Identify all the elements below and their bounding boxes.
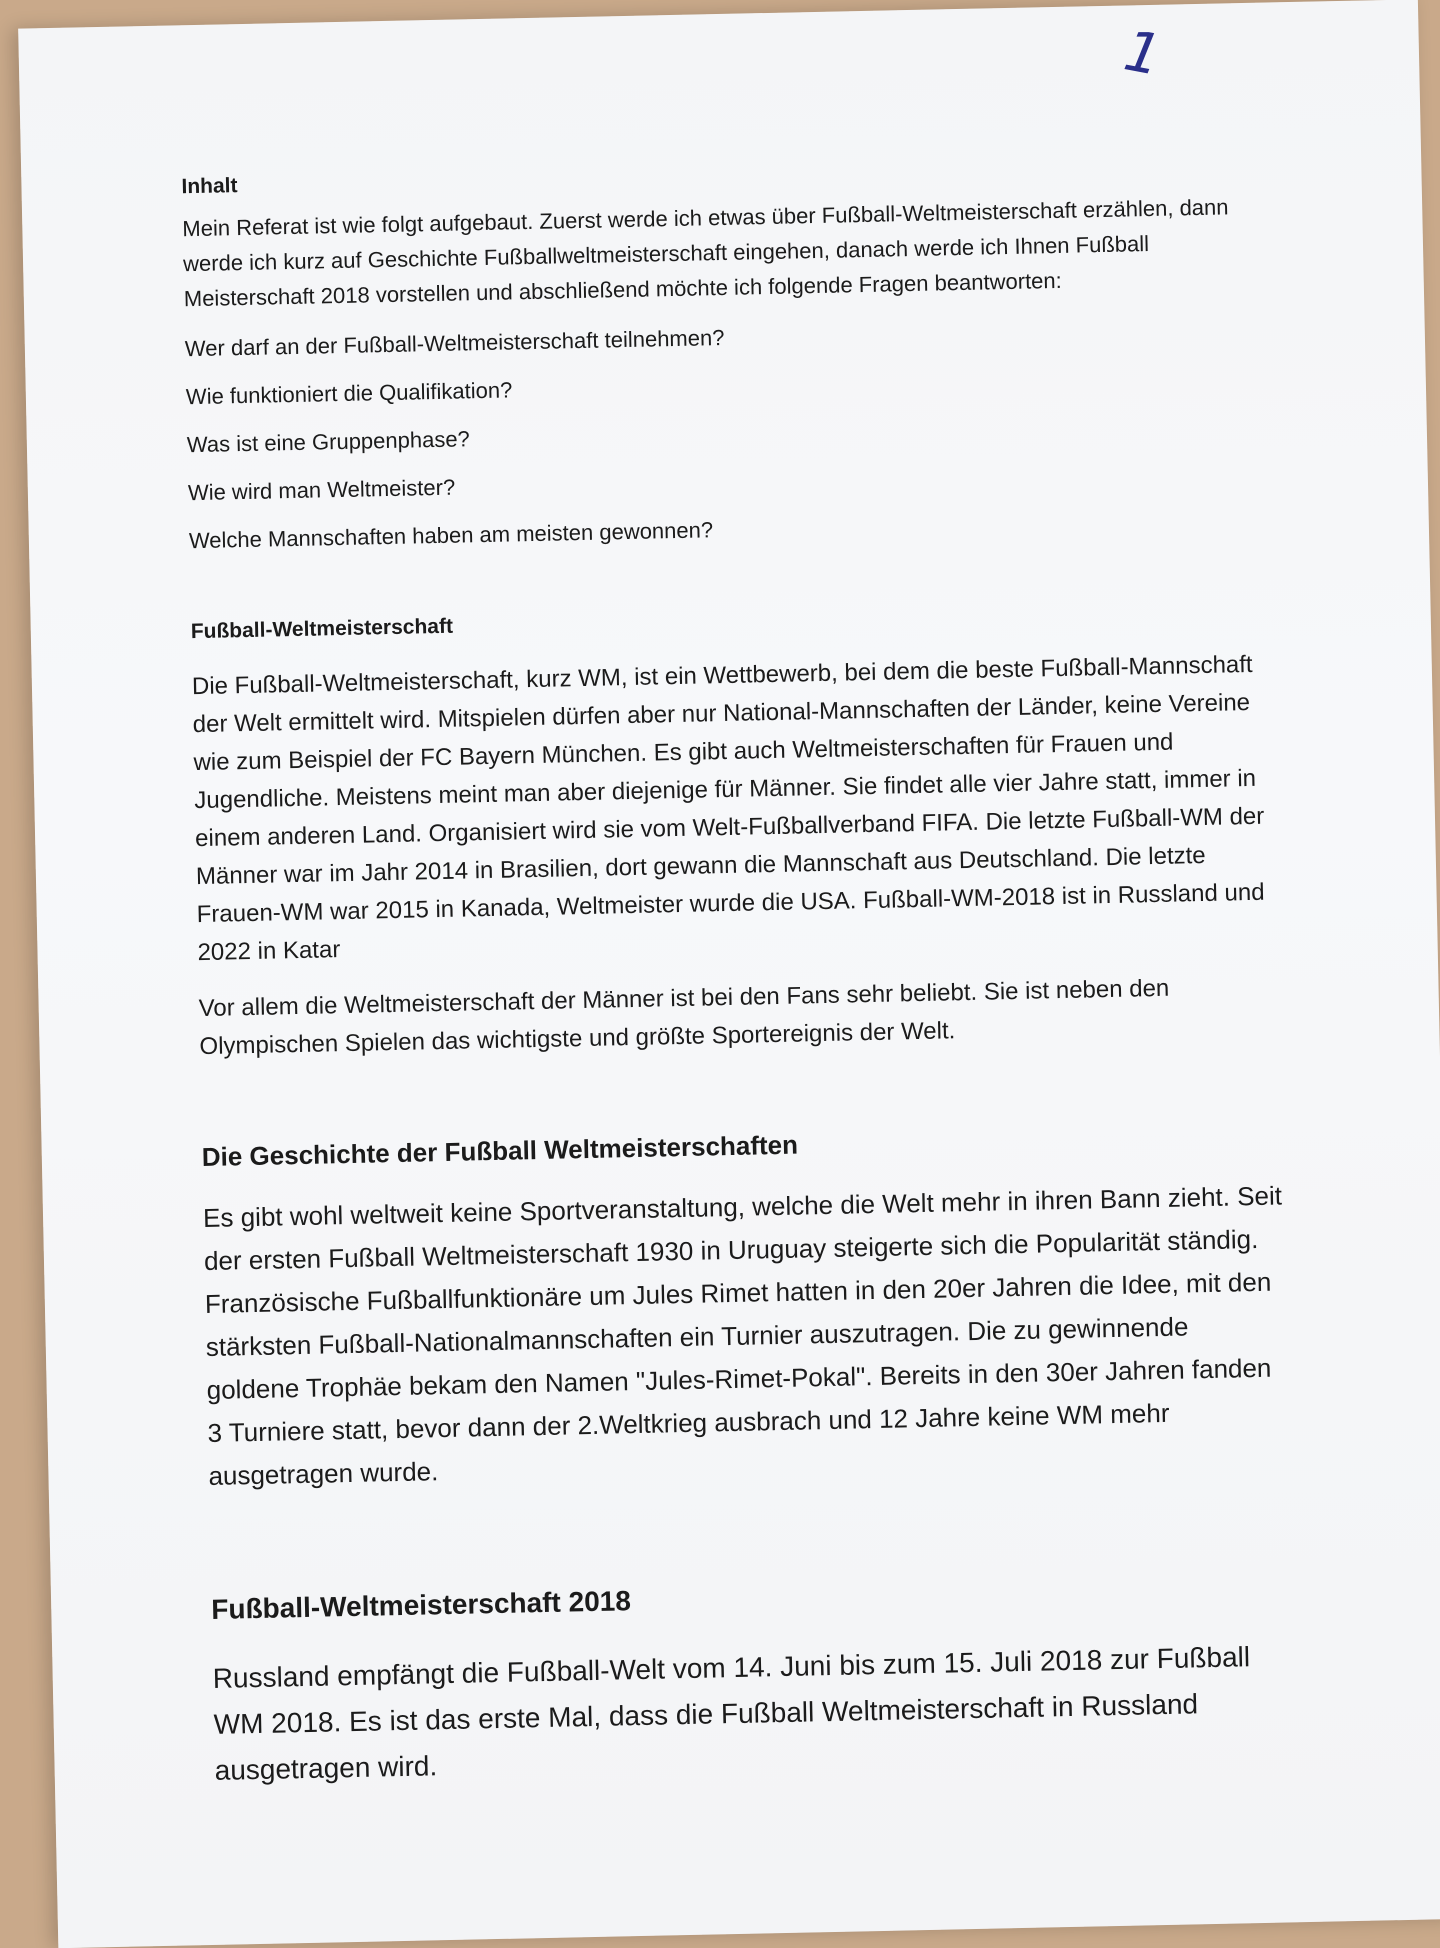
question-item: Was ist eine Gruppenphase?: [186, 426, 471, 458]
section-title-wm: Fußball-Weltmeisterschaft: [190, 614, 454, 644]
section-wm: [191, 598, 1280, 1067]
question-item: Wie funktioniert die Qualifikation?: [185, 377, 513, 410]
document-content: [181, 153, 1295, 1794]
question-item: Welche Mannschaften haben am meisten gewonnen?: [188, 517, 714, 554]
handwritten-page-number: 1: [1119, 18, 1167, 89]
paper-sheet: [18, 0, 1440, 1948]
wm-paragraph-1: Die Fußball-Weltmeisterschaft, kurz WM, ist ein Wettbewerb, bei dem die beste Fußball-Mannschaft der Welt ermittelt wird. Mitspielen dürfen aber nur National-Mannschaften der Länder, keine Vereine wie zum Beispiel der FC Bayern München. Es gibt auch Weltmeisterschaften für Frauen und Jugendliche. Meistens meint man aber diejenige für Männer. Sie findet alle vier Jahre statt, immer in einem anderen Land. Organisiert wird sie vom Welt-Fußballverband FIFA. Die letzte Fußball-WM der Männer war im Jahr 2014 in Brasilien, dort gewann die Mannschaft aus Deutschland. Die letzte Frauen-WM war 2015 in Kanada, Weltmeister wurde die USA. Fußball-WM-2018 ist in Russland und 2022 in Katar: [191, 650, 1265, 967]
wm-paragraph-2: Vor allem die Weltmeisterschaft der Männer ist bei den Fans sehr beliebt. Sie ist neben den Olympischen Spielen das wichtigste und größte Sportereignis der Welt.: [198, 974, 1170, 1061]
geschichte-paragraph: Es gibt wohl weltweit keine Sportveranstaltung, welche die Welt mehr in ihren Bann zieht. Seit der ersten Fußball Weltmeisterschaft 1930 in Uruguay steigerte sich die Popularität ständig. Französische Fußballfunktionäre um Jules Rimet hatten in den 20er Jahren die Idee, mit den stärksten Fußball-Nationalmannschaften ein Turnier auszutragen. Die zu gewinnende goldene Trophäe bekam den Namen "Jules-Rimet-Pokal". Bereits in den 30er Jahren fanden 3 Turniere statt, bevor dann der 2.Weltkrieg ausbrach und 12 Jahre keine WM mehr ausgetragen wurde.: [202, 1180, 1283, 1491]
section-title-geschichte: Die Geschichte der Fußball Weltmeisterschaften: [201, 1129, 799, 1173]
section-geschichte: [202, 1119, 1289, 1498]
question-item: Wie wird man Weltmeister?: [187, 474, 456, 506]
section-wm-2018: [211, 1571, 1295, 1794]
wm-2018-paragraph: Russland empfängt die Fußball-Welt vom 14. Juni bis zum 15. Juli 2018 zur Fußball WM 2018. Es ist das erste Mal, dass die Fußball Weltmeisterschaft in Russland ausgetragen wird.: [212, 1641, 1251, 1786]
question-item: Wer darf an der Fußball-Weltmeisterschaft teilnehmen?: [184, 324, 725, 362]
question-list: [185, 314, 1269, 555]
section-title-wm-2018: Fußball-Weltmeisterschaft 2018: [210, 1585, 632, 1625]
section-title-inhalt: Inhalt: [181, 174, 238, 199]
intro-paragraph: Mein Referat ist wie folgt aufgebaut. Zuerst werde ich etwas über Fußball-Weltmeisterschaft erzählen, dann werde ich kurz auf Geschichte Fußballweltmeisterschaft eingehen, danach werde ich Ihnen Fußball Meisterschaft 2018 vorstellen und abschließend möchte ich folgende Fragen beantworten:: [182, 194, 1229, 312]
section-inhalt: [181, 153, 1269, 555]
